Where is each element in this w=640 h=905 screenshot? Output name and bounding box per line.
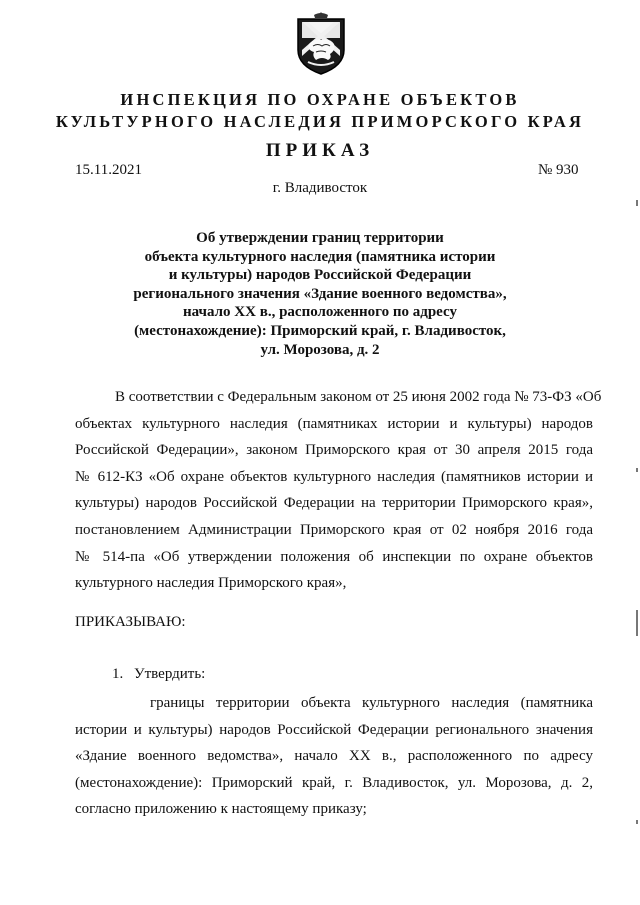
scan-edge-mark <box>636 610 638 636</box>
organization-name-line-2: КУЛЬТУРНОГО НАСЛЕДИЯ ПРИМОРСКОГО КРАЯ <box>55 112 585 131</box>
document-subject <box>0 229 640 359</box>
document-type-title: ПРИКАЗ <box>265 140 375 161</box>
preamble-line: культурного наследия Приморского края», <box>75 575 347 592</box>
preamble-line: объектах культурного наследия (памятниках истории и культуры) народов <box>75 415 593 432</box>
preamble-paragraph <box>75 384 602 597</box>
scan-edge-mark <box>636 820 638 824</box>
item-line: «Здание военного ведомства», начало XX в., расположенного по адресу <box>75 748 593 765</box>
item-label: Утвердить: <box>134 666 206 682</box>
subject-line: Об утверждении границ территории <box>196 230 444 246</box>
order-item-1-heading <box>112 666 205 683</box>
document-date: 15.11.2021 <box>75 162 142 178</box>
preamble-line: В соответствии с Федеральным законом от 25 июня 2002 года № 73-ФЗ «Об <box>115 389 602 405</box>
coat-of-arms-emblem <box>294 10 348 76</box>
item-line: (местонахождение): Приморский край, г. Владивосток, ул. Морозова, д. 2, <box>75 774 593 791</box>
preamble-line: Российской Федерации», законом Приморского края от 30 апреля 2015 года <box>75 442 593 459</box>
scan-edge-mark <box>636 200 638 206</box>
preamble-line: культуры) народов Российской Федерации на территории Приморского края», <box>75 495 593 512</box>
subject-line: объекта культурного наследия (памятника истории <box>144 248 496 265</box>
item-line: согласно приложению к настоящему приказу; <box>75 801 367 818</box>
preamble-line: № 612-КЗ «Об охране объектов культурного наследия (памятников истории и <box>75 468 593 485</box>
subject-line: ул. Морозова, д. 2 <box>260 341 380 358</box>
subject-line: (местонахождение): Приморский край, г. Владивосток, <box>134 322 506 339</box>
subject-line: регионального значения «Здание военного ведомства», <box>133 285 507 302</box>
subject-line: и культуры) народов Российской Федерации <box>168 267 472 284</box>
preamble-line: постановлением Администрации Приморского края от 02 ноября 2016 года <box>75 521 593 538</box>
document-city: г. Владивосток <box>272 180 368 196</box>
document-number: № 930 <box>538 162 579 178</box>
scan-edge-mark <box>636 468 638 472</box>
item-line: границы территории объекта культурного наследия (памятника <box>150 695 593 711</box>
item-line: истории и культуры) народов Российской Федерации регионального значения <box>75 721 593 738</box>
item-number: 1. <box>112 666 124 682</box>
organization-name-line-1: ИНСПЕКЦИЯ ПО ОХРАНЕ ОБЪЕКТОВ <box>120 90 520 109</box>
subject-line: начало XX в., расположенного по адресу <box>183 304 457 321</box>
preamble-line: № 514-па «Об утверждении положения об инспекции по охране объектов <box>75 548 593 565</box>
order-item-1-body <box>75 690 593 823</box>
order-word: ПРИКАЗЫВАЮ: <box>75 614 186 630</box>
